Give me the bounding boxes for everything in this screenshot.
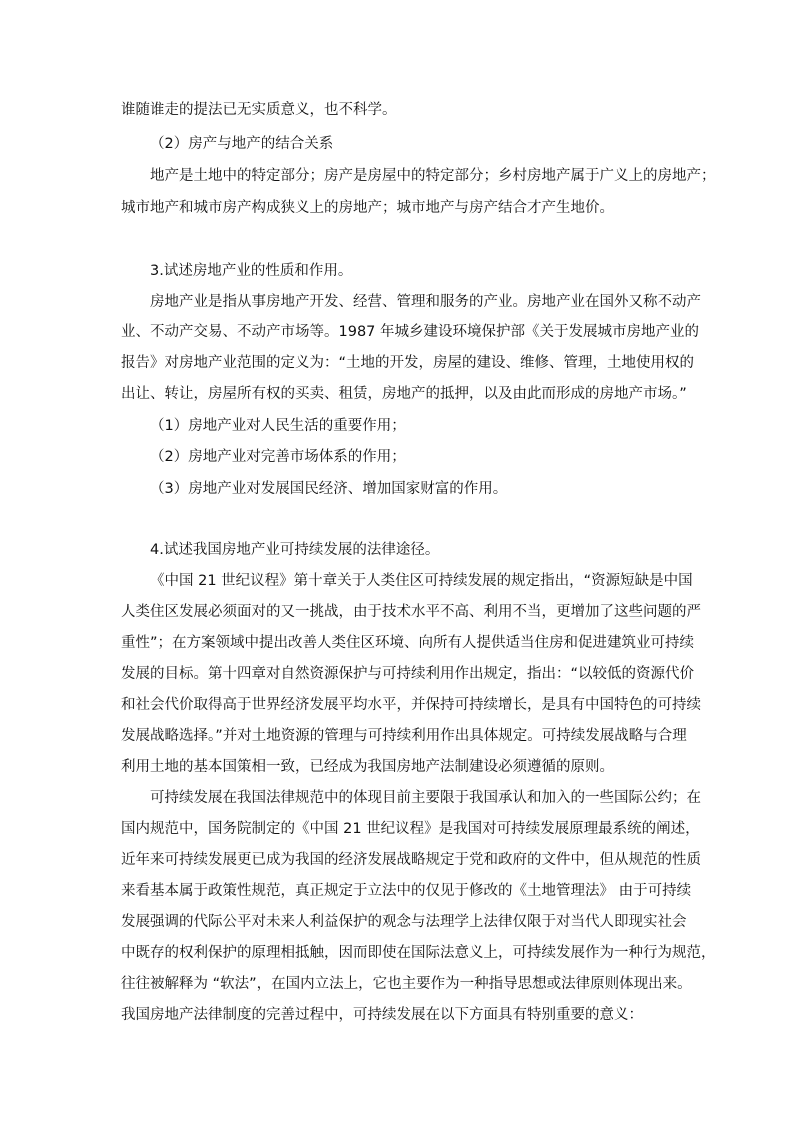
section-heading: 4.试述我国房地产业可持续发展的法律途径。 (150, 542, 440, 558)
text-line: 发展的目标。第十四章对自然资源保护与可持续利用作出规定，指出：“以较低的资源代价 (121, 666, 695, 682)
text-line: 谁随谁走的提法已无实质意义，也不科学。 (121, 102, 397, 118)
text-line: 《中国 21 世纪议程》第十章关于人类住区可持续发展的规定指出，“资源短缺是中国 (150, 573, 693, 589)
text-line: 国内规范中，国务院制定的《中国 21 世纪议程》是我国对可持续发展原理最系统的阐述， (121, 821, 700, 837)
text-line: 近年来可持续发展更已成为我国的经济发展战略规定于党和政府的文件中，但从规范的性质 (121, 852, 701, 868)
text-line: 业、不动产交易、不动产市场等。1987 年城乡建设环境保护部《关于发展城市房地产业的 (121, 324, 700, 340)
list-item: （2）房地产业对完善市场体系的作用； (150, 449, 406, 465)
list-item: （1）房地产业对人民生活的重要作用； (150, 418, 406, 434)
list-item: （3）房地产业对发展国民经济、增加国家财富的作用。 (150, 481, 508, 497)
text-line: 重性”；在方案领域中提出改善人类住区环境、向所有人提供适当住房和促进建筑业可持续 (121, 635, 695, 651)
text-line: 和社会代价取得高于世界经济发展平均水平，并保持可持续增长，是具有中国特色的可持续 (121, 697, 701, 713)
text-line: 房地产业是指从事房地产开发、经营、管理和服务的产业。房地产业在国外又称不动产 (150, 294, 701, 310)
text-line: 发展强调的代际公平对未来人利益保护的观念与法理学上法律仅限于对当代人即现实社会 (121, 914, 687, 930)
text-line: 地产是土地中的特定部分；房产是房屋中的特定部分；乡村房地产属于广义上的房地产； (150, 168, 716, 184)
text-line: 报告》对房地产业范围的定义为：“土地的开发，房屋的建设、维修、管理，土地使用权的 (121, 355, 695, 371)
text-line: 来看基本属于政策性规范，真正规定于立法中的仅见于修改的《土地管理法》 由于可持续 (121, 883, 692, 899)
section-heading: 3.试述房地产业的性质和作用。 (150, 263, 353, 279)
text-line: 利用土地的基本国策相一致，已经成为我国房地产法制建设必须遵循的原则。 (121, 759, 614, 775)
text-line: 我国房地产法律制度的完善过程中，可持续发展在以下方面具有特别重要的意义： (121, 1007, 643, 1023)
text-line: 出让、转让，房屋所有权的买卖、租赁，房地产的抵押，以及由此而形成的房地产市场。” (121, 386, 687, 402)
text-line: 城市地产和城市房产构成狭义上的房地产；城市地产与房产结合才产生地价。 (121, 200, 614, 216)
text-line: 人类住区发展必须面对的又一挑战，由于技术水平不高、利用不当，更增加了这些问题的严 (121, 604, 701, 620)
text-line: 可持续发展在我国法律规范中的体现目前主要限于我国承认和加入的一些国际公约；在 (150, 790, 701, 806)
text-line: 发展战略选择。”并对土地资源的管理与可持续利用作出具体规定。可持续发展战略与合理 (121, 728, 687, 744)
text-line: 往往被解释为 “软法”，在国内立法上，它也主要作为一种指导思想或法律原则体现出来。 (121, 976, 692, 992)
subheading: （2）房产与地产的结合关系 (150, 136, 334, 152)
text-line: 中既存的权利保护的原理相抵触，因而即使在国际法意义上，可持续发展作为一种行为规范， (121, 945, 716, 961)
